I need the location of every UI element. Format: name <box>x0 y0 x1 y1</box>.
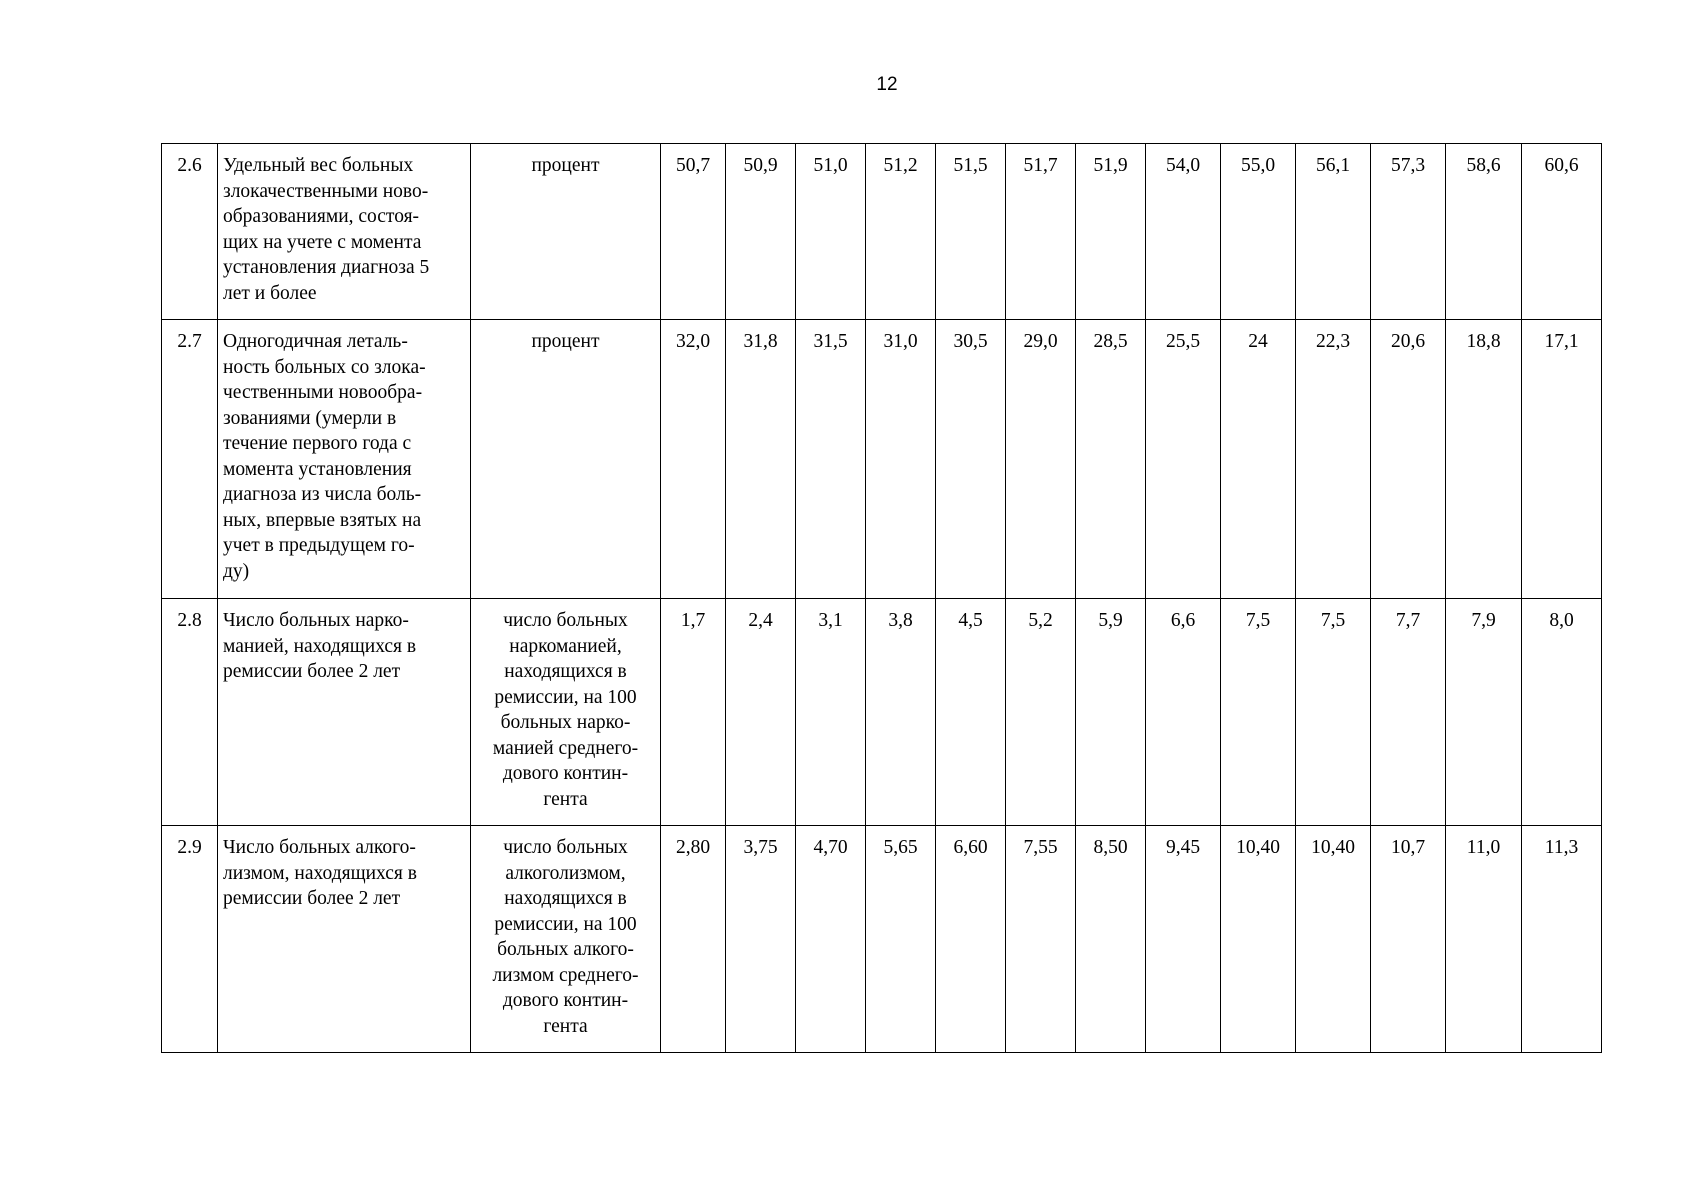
unit-of-measure: процент <box>471 320 661 599</box>
value-cell: 8,50 <box>1076 826 1146 1053</box>
value-cell: 58,6 <box>1446 144 1522 320</box>
indicator-name: Одногодичная леталь- ность больных со злока- чественными новообра- зованиями (умерли в течение первого года с момента установления диагноза из числа боль- ных, впервые взятых на учет в предыдущем го- ду) <box>218 320 471 599</box>
value-cell: 6,6 <box>1146 599 1221 826</box>
value-cell: 51,5 <box>936 144 1006 320</box>
indicators-table <box>161 143 1602 1053</box>
value-cell: 11,0 <box>1446 826 1522 1053</box>
indicator-name: Удельный вес больных злокачественными ново- образованиями, состоя- щих на учете с момента установления диагноза 5 лет и более <box>218 144 471 320</box>
value-cell: 7,5 <box>1296 599 1371 826</box>
value-cell: 18,8 <box>1446 320 1522 599</box>
indicator-name: Число больных алкого- лизмом, находящихся в ремиссии более 2 лет <box>218 826 471 1053</box>
value-cell: 55,0 <box>1221 144 1296 320</box>
value-cell: 7,9 <box>1446 599 1522 826</box>
value-cell: 24 <box>1221 320 1296 599</box>
value-cell: 3,8 <box>866 599 936 826</box>
indicator-name: Число больных нарко- манией, находящихся в ремиссии более 2 лет <box>218 599 471 826</box>
value-cell: 9,45 <box>1146 826 1221 1053</box>
unit-of-measure: число больных наркоманией, находящихся в ремиссии, на 100 больных нарко- манией среднего- дового контин- гента <box>471 599 661 826</box>
value-cell: 51,9 <box>1076 144 1146 320</box>
value-cell: 6,60 <box>936 826 1006 1053</box>
value-cell: 7,55 <box>1006 826 1076 1053</box>
value-cell: 31,8 <box>726 320 796 599</box>
value-cell: 31,0 <box>866 320 936 599</box>
row-number: 2.6 <box>162 144 218 320</box>
value-cell: 25,5 <box>1146 320 1221 599</box>
row-number: 2.8 <box>162 599 218 826</box>
value-cell: 17,1 <box>1522 320 1602 599</box>
value-cell: 4,70 <box>796 826 866 1053</box>
table-row <box>162 826 1602 1053</box>
value-cell: 28,5 <box>1076 320 1146 599</box>
table-row <box>162 144 1602 320</box>
value-cell: 5,65 <box>866 826 936 1053</box>
value-cell: 10,40 <box>1221 826 1296 1053</box>
value-cell: 51,0 <box>796 144 866 320</box>
value-cell: 30,5 <box>936 320 1006 599</box>
value-cell: 31,5 <box>796 320 866 599</box>
table-row <box>162 599 1602 826</box>
value-cell: 7,5 <box>1221 599 1296 826</box>
value-cell: 32,0 <box>661 320 726 599</box>
value-cell: 54,0 <box>1146 144 1221 320</box>
value-cell: 60,6 <box>1522 144 1602 320</box>
value-cell: 1,7 <box>661 599 726 826</box>
value-cell: 2,80 <box>661 826 726 1053</box>
value-cell: 5,9 <box>1076 599 1146 826</box>
value-cell: 4,5 <box>936 599 1006 826</box>
value-cell: 3,1 <box>796 599 866 826</box>
value-cell: 50,9 <box>726 144 796 320</box>
value-cell: 5,2 <box>1006 599 1076 826</box>
row-number: 2.7 <box>162 320 218 599</box>
value-cell: 7,7 <box>1371 599 1446 826</box>
value-cell: 8,0 <box>1522 599 1602 826</box>
value-cell: 51,7 <box>1006 144 1076 320</box>
value-cell: 10,7 <box>1371 826 1446 1053</box>
value-cell: 11,3 <box>1522 826 1602 1053</box>
value-cell: 3,75 <box>726 826 796 1053</box>
table-row <box>162 320 1602 599</box>
value-cell: 56,1 <box>1296 144 1371 320</box>
value-cell: 57,3 <box>1371 144 1446 320</box>
value-cell: 29,0 <box>1006 320 1076 599</box>
unit-of-measure: процент <box>471 144 661 320</box>
row-number: 2.9 <box>162 826 218 1053</box>
value-cell: 51,2 <box>866 144 936 320</box>
unit-of-measure: число больных алкоголизмом, находящихся в ремиссии, на 100 больных алкого- лизмом среднего- дового контин- гента <box>471 826 661 1053</box>
value-cell: 2,4 <box>726 599 796 826</box>
value-cell: 10,40 <box>1296 826 1371 1053</box>
value-cell: 50,7 <box>661 144 726 320</box>
value-cell: 22,3 <box>1296 320 1371 599</box>
page-number: 12 <box>876 74 898 95</box>
value-cell: 20,6 <box>1371 320 1446 599</box>
